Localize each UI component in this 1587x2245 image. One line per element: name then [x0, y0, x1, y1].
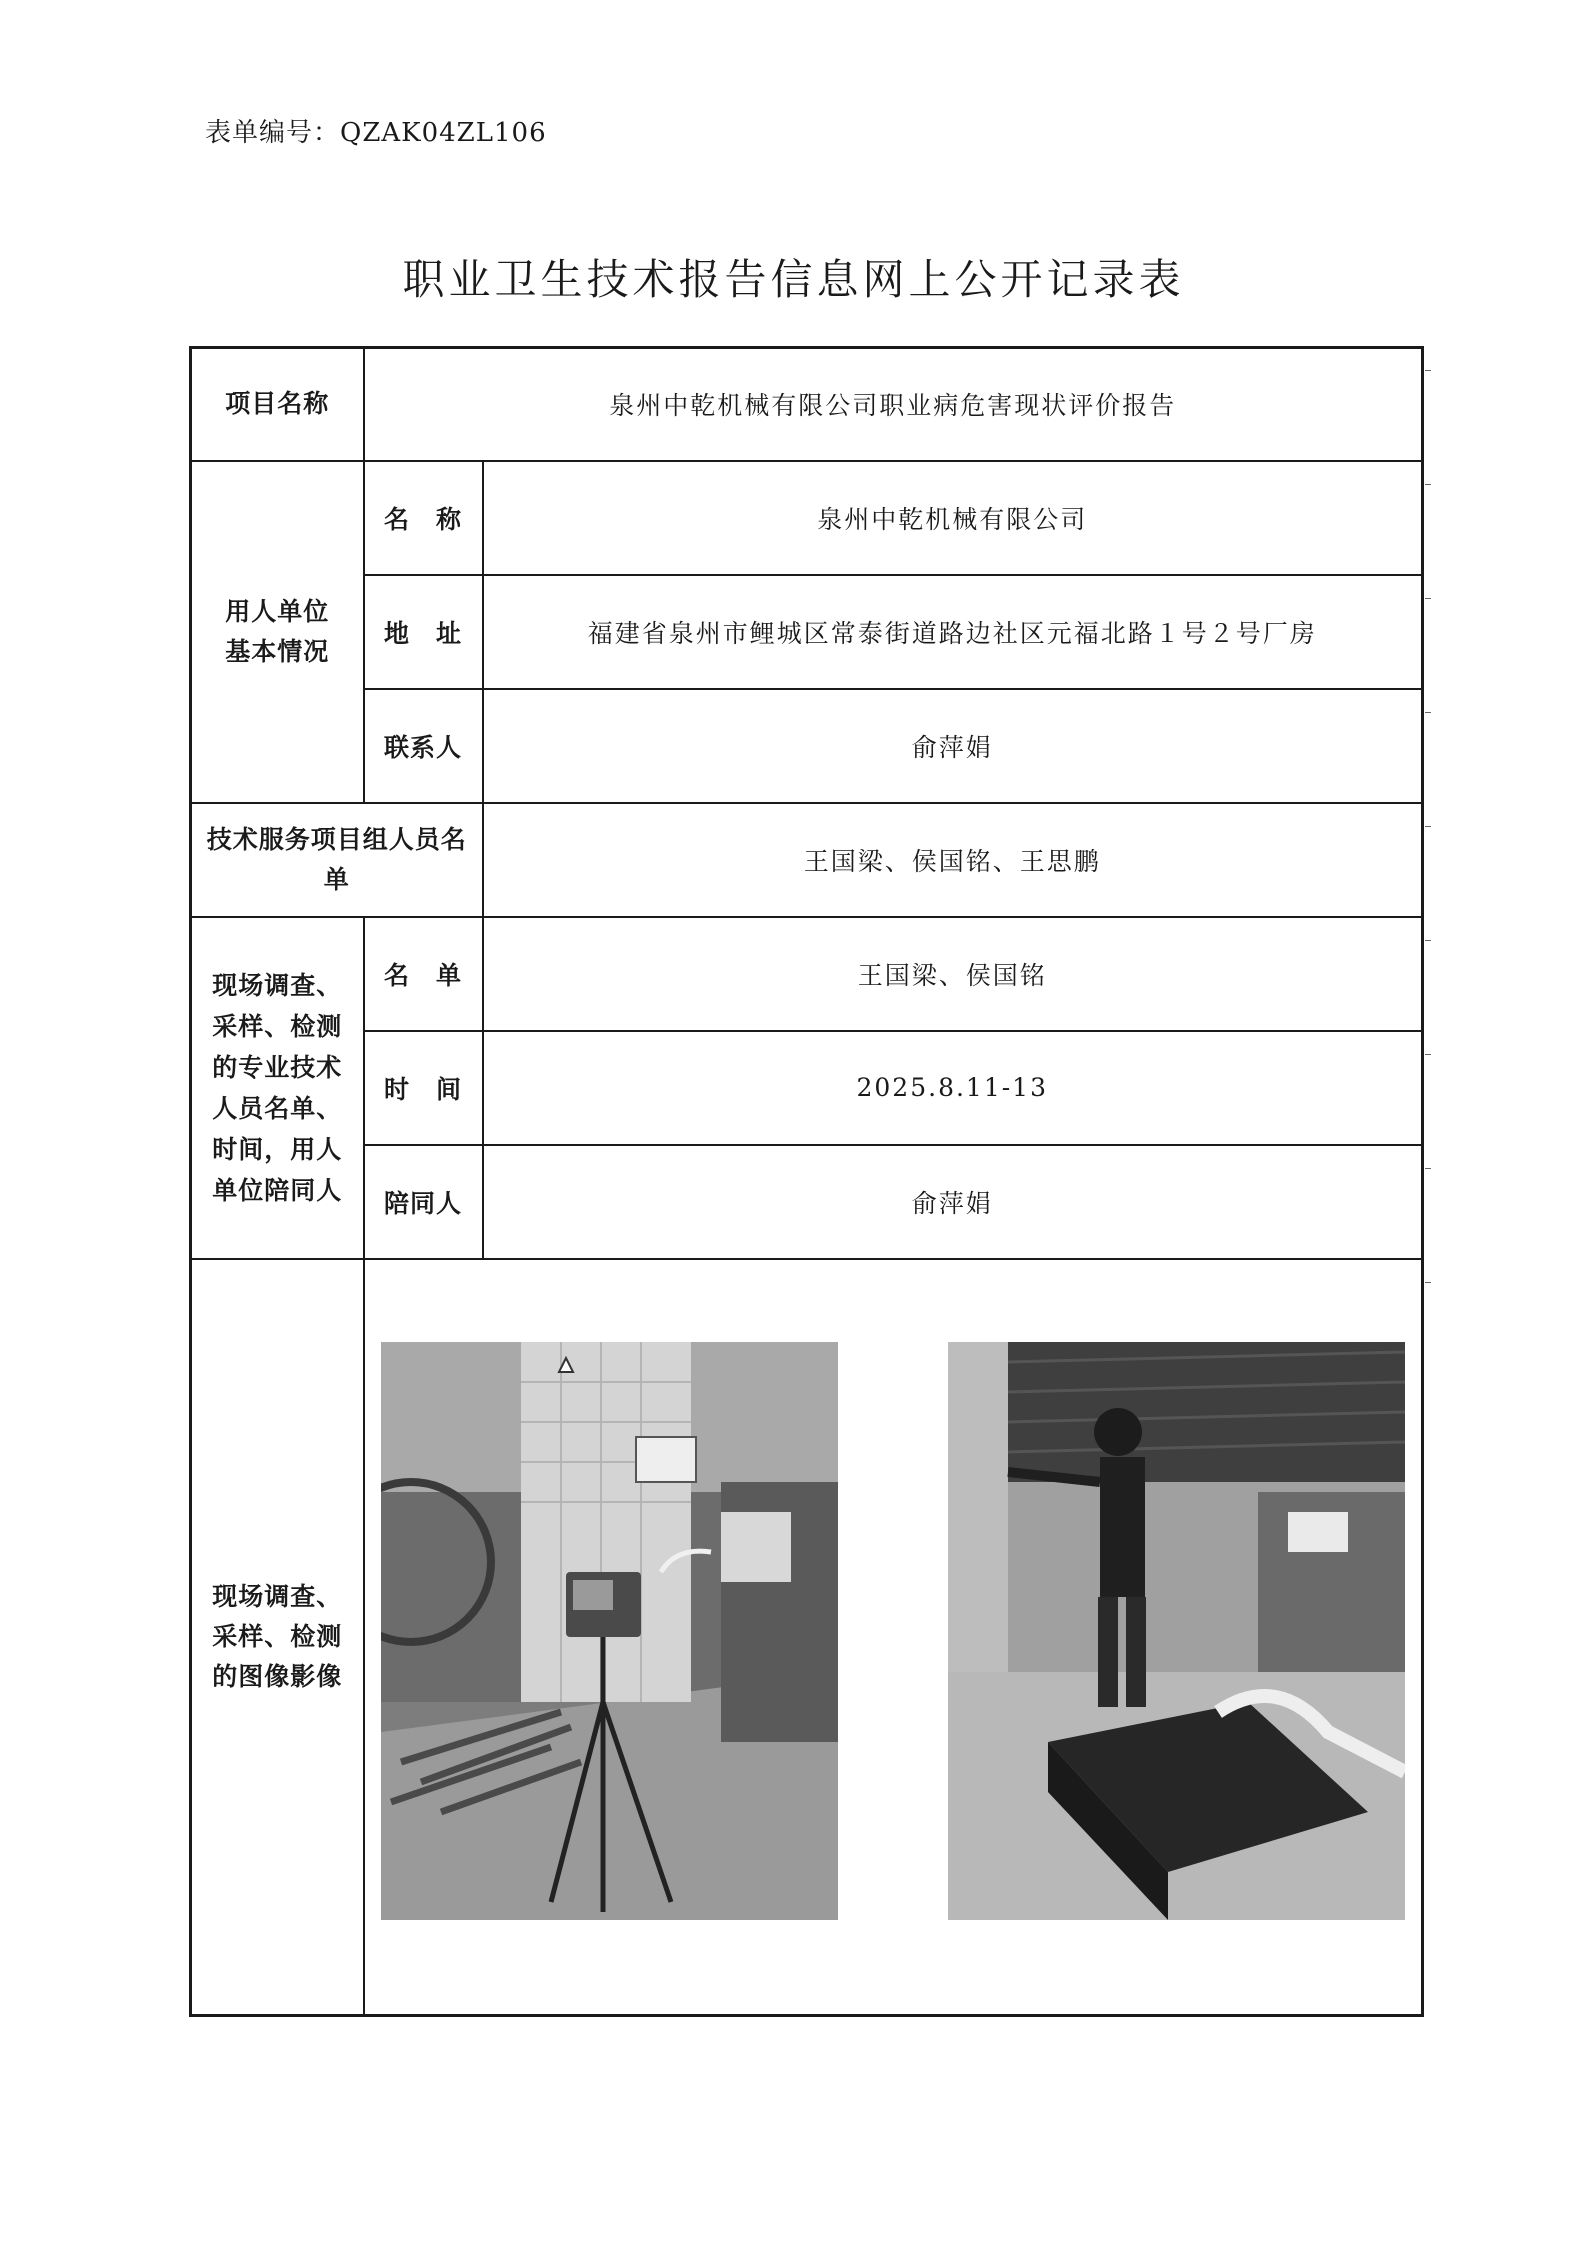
survey-names-value: 王国梁、侯国铭 [483, 917, 1423, 1031]
edge-mark [1425, 712, 1431, 716]
employer-address-row [191, 575, 1423, 689]
employer-name-row [191, 461, 1423, 575]
project-label: 项目名称 [191, 348, 364, 461]
survey-escort-value: 俞萍娟 [483, 1145, 1423, 1259]
survey-escort-row [191, 1145, 1423, 1259]
employer-contact-label: 联系人 [364, 689, 483, 803]
edge-mark [1425, 1168, 1431, 1172]
survey-names-label: 名 单 [364, 917, 483, 1031]
edge-mark [1425, 826, 1431, 830]
survey-escort-label: 陪同人 [364, 1145, 483, 1259]
edge-mark [1425, 1054, 1431, 1058]
form-number: 表单编号：QZAK04ZL106 [205, 118, 547, 148]
survey-time-label: 时 间 [364, 1031, 483, 1145]
employer-contact-row [191, 689, 1423, 803]
record-table [189, 346, 1424, 2017]
images-label [191, 1259, 364, 2016]
team-row [191, 803, 1423, 917]
page-title: 职业卫生技术报告信息网上公开记录表 [402, 255, 1185, 304]
employer-label [191, 461, 364, 803]
survey-label [191, 917, 364, 1259]
site-photo-sampling-tripod [381, 1342, 838, 1920]
team-label-text: 技术服务项目组人员名单 [206, 824, 467, 894]
survey-names-row [191, 917, 1423, 1031]
survey-time-row [191, 1031, 1423, 1145]
photo-gallery [365, 1342, 1422, 1927]
edge-mark [1425, 1282, 1431, 1286]
edge-mark [1425, 598, 1431, 602]
team-label [191, 803, 483, 917]
images-label-text: 现场调查、采样、检测的图像影像 [212, 1581, 343, 1691]
employer-address-value: 福建省泉州市鲤城区常泰街道路边社区元福北路１号２号厂房 [483, 575, 1423, 689]
site-photo-worker-measurement [948, 1342, 1405, 1920]
employer-contact-value: 俞萍娟 [483, 689, 1423, 803]
edge-mark [1425, 940, 1431, 944]
edge-mark [1425, 484, 1431, 488]
project-row [191, 348, 1423, 461]
survey-time-value: 2025.8.11-13 [483, 1031, 1423, 1145]
employer-name-label: 名 称 [364, 461, 483, 575]
employer-name-value: 泉州中乾机械有限公司 [483, 461, 1423, 575]
employer-address-label: 地 址 [364, 575, 483, 689]
survey-label-text: 现场调查、采样、检测的专业技术人员名单、时间，用人单位陪同人 [212, 970, 343, 1205]
images-row [191, 1259, 1423, 2016]
employer-label-text: 用人单位基本情况 [225, 596, 330, 666]
edge-mark [1425, 370, 1431, 374]
team-value: 王国梁、侯国铭、王思鹏 [483, 803, 1423, 917]
images-cell [364, 1259, 1423, 2016]
project-value: 泉州中乾机械有限公司职业病危害现状评价报告 [364, 348, 1423, 461]
